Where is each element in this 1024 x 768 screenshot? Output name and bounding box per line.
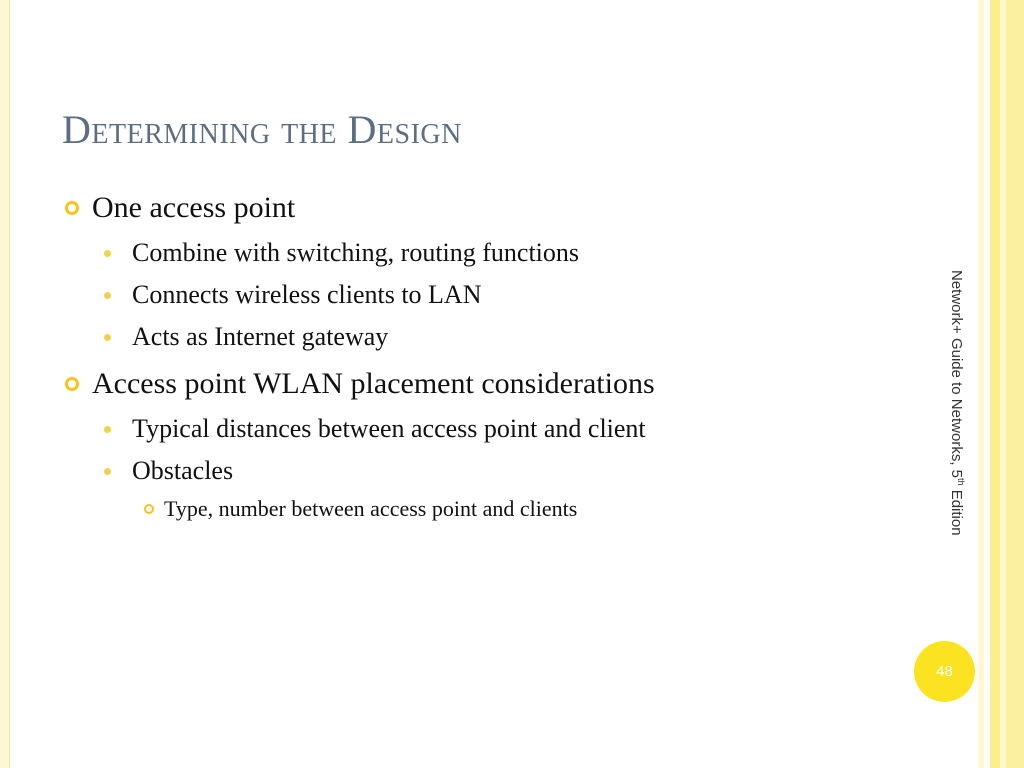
bullet-text: Combine with switching, routing functions (132, 238, 580, 267)
right-stripe-5 (1006, 0, 1024, 768)
bullet-level2 (62, 236, 922, 270)
bullet-text: Access point WLAN placement considerations (92, 367, 655, 400)
bullet-text: One access point (92, 191, 296, 224)
book-title-superscript: th (956, 478, 966, 486)
bullet-level2 (62, 454, 922, 488)
dot-bullet-icon (100, 412, 132, 446)
slide-content (62, 186, 922, 524)
left-border-stripe (0, 0, 10, 768)
bullet-level1 (62, 188, 922, 228)
slide-title: Determining the Design (62, 107, 462, 152)
bullet-text: Acts as Internet gateway (132, 322, 389, 351)
bullet-level2 (62, 412, 922, 446)
dot-bullet-icon (100, 320, 132, 354)
bullet-text: Typical distances between access point and client (132, 414, 646, 443)
book-title-prefix: Network+ Guide to Networks, 5 (948, 270, 965, 479)
page-number-badge (914, 641, 975, 702)
right-stripe-3 (990, 0, 1000, 768)
dot-bullet-icon (100, 454, 132, 488)
bullet-text: Obstacles (132, 456, 234, 485)
bullet-level2 (62, 278, 922, 312)
bullet-level2 (62, 320, 922, 354)
dot-bullet-icon (100, 278, 132, 312)
bullet-level3 (62, 494, 922, 524)
book-title-vertical (948, 270, 966, 536)
bullet-text: Type, number between access point and clients (164, 496, 578, 521)
bullet-text: Connects wireless clients to LAN (132, 280, 482, 309)
small-ring-bullet-icon (142, 494, 164, 524)
right-border-band (978, 0, 1024, 768)
ring-bullet-icon (62, 364, 92, 404)
page-number: 48 (936, 663, 953, 680)
dot-bullet-icon (100, 236, 132, 270)
ring-bullet-icon (62, 188, 92, 228)
book-title-suffix: Edition (948, 485, 965, 536)
bullet-level1 (62, 364, 922, 404)
